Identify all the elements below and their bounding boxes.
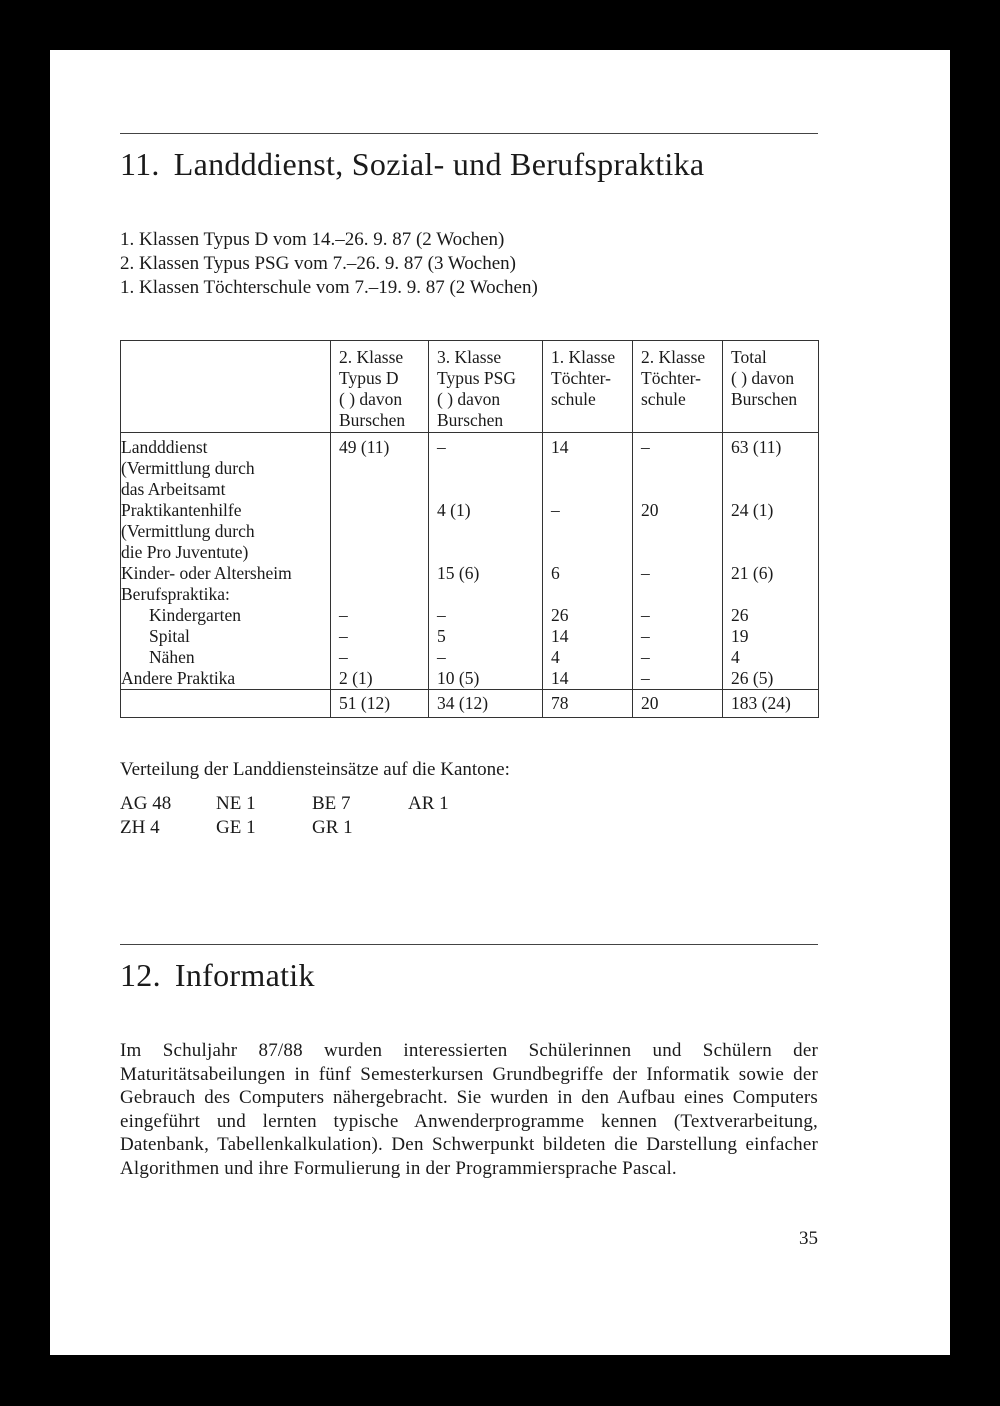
section-number: 12.: [120, 957, 161, 993]
row-label: Nähen: [121, 647, 331, 668]
table-cell: 26 (5): [723, 668, 819, 690]
section-12-heading: [120, 957, 315, 994]
table-cell: 14: [543, 626, 633, 647]
section-title: Informatik: [174, 957, 315, 993]
total-cell: [121, 690, 331, 718]
column-header: 2. Klasse Typus D ( ) davon Burschen: [331, 341, 429, 433]
total-cell: 183 (24): [723, 690, 819, 718]
canton-list: [120, 792, 504, 840]
row-label: Kinder- oder Altersheim: [121, 563, 331, 584]
class-dates-list: [120, 228, 538, 300]
table-row: [121, 647, 819, 668]
informatik-paragraph: Im Schuljahr 87/88 wurden interessierten Schülerinnen und Schülern der Maturitätsabeilungen in fünf Semesterkursen Grundbegriffe der Informatik sowie der Gebrauch des Computers nähergebracht. Sie wurden in den Aufbau eines Computers eingeführt und lernten typische Anwenderprogramme kennen (Textverarbeitung, Datenbank, Tabellenkalkulation). Den Schwerpunkt bildeten die Darstellung einfacher Algorithmen und ihre Formulierung in der Programmiersprache Pascal.: [120, 1040, 818, 1179]
column-header: 3. Klasse Typus PSG ( ) davon Burschen: [429, 341, 543, 433]
section-11-heading: [120, 146, 704, 183]
table-cell: 5: [429, 626, 543, 647]
table-cell: 14: [543, 668, 633, 690]
canton-entry: AR 1: [408, 793, 449, 814]
table-row: [121, 563, 819, 584]
canton-entry: AG 48: [120, 793, 172, 814]
totals-row: [121, 690, 819, 718]
total-cell: 51 (12): [331, 690, 429, 718]
column-header: [121, 341, 331, 433]
table-cell: –: [633, 605, 723, 626]
table-cell: –: [633, 563, 723, 584]
column-header: Total ( ) davon Burschen: [723, 341, 819, 433]
distribution-caption: Verteilung der Landdiensteinsätze auf die Kantone:: [120, 759, 510, 780]
table-row: [121, 433, 819, 501]
table-cell: –: [429, 647, 543, 668]
table-cell: [543, 584, 633, 605]
row-label: Andere Praktika: [121, 668, 331, 690]
table-cell: 20: [633, 500, 723, 563]
row-label: Spital: [121, 626, 331, 647]
table-cell: –: [331, 626, 429, 647]
placements-table: [120, 340, 819, 718]
row-label: Praktikantenhilfe (Vermittlung durch die Pro Juventute): [121, 500, 331, 563]
table-row: [121, 605, 819, 626]
section-rule: [120, 133, 818, 134]
canton-entry: BE 7: [312, 793, 351, 814]
table-cell: 4: [543, 647, 633, 668]
table-cell: –: [429, 605, 543, 626]
column-header: 2. Klasse Töchter- schule: [633, 341, 723, 433]
table-cell: –: [331, 647, 429, 668]
column-header: 1. Klasse Töchter- schule: [543, 341, 633, 433]
canton-entry: ZH 4: [120, 817, 160, 838]
table-cell: [429, 584, 543, 605]
total-cell: 20: [633, 690, 723, 718]
table-cell: 21 (6): [723, 563, 819, 584]
table-cell: –: [633, 668, 723, 690]
table-row: [121, 626, 819, 647]
table-cell: 4: [723, 647, 819, 668]
section-number: 11.: [120, 146, 160, 182]
table-cell: –: [633, 626, 723, 647]
list-item: 1. Klassen Typus D vom 14.–26. 9. 87 (2 Wochen): [120, 229, 505, 250]
canton-row: [120, 816, 504, 840]
table-cell: [331, 500, 429, 563]
table-cell: 26: [543, 605, 633, 626]
table-cell: [633, 584, 723, 605]
table-cell: –: [429, 433, 543, 501]
table-cell: 10 (5): [429, 668, 543, 690]
table-cell: 24 (1): [723, 500, 819, 563]
table-cell: [331, 563, 429, 584]
canton-entry: NE 1: [216, 793, 256, 814]
table-cell: –: [543, 500, 633, 563]
section-title: Landddienst, Sozial- und Berufspraktika: [173, 146, 705, 182]
table-cell: 63 (11): [723, 433, 819, 501]
table-row: [121, 584, 819, 605]
table-cell: 15 (6): [429, 563, 543, 584]
table-cell: 2 (1): [331, 668, 429, 690]
list-item: 1. Klassen Töchterschule vom 7.–19. 9. 87 (2 Wochen): [120, 277, 538, 298]
row-label: Landddienst (Vermittlung durch das Arbeitsamt: [121, 433, 331, 501]
list-item: 2. Klassen Typus PSG vom 7.–26. 9. 87 (3 Wochen): [120, 253, 516, 274]
page-number: 35: [799, 1228, 818, 1249]
table-cell: 49 (11): [331, 433, 429, 501]
document-page: [50, 50, 950, 1355]
table-row: [121, 668, 819, 690]
section-rule: [120, 944, 818, 945]
canton-row: [120, 792, 504, 816]
table-cell: –: [331, 605, 429, 626]
canton-entry: GE 1: [216, 817, 256, 838]
table-cell: [723, 584, 819, 605]
table-cell: 19: [723, 626, 819, 647]
row-label: Berufspraktika:: [121, 584, 331, 605]
total-cell: 78: [543, 690, 633, 718]
table-row: [121, 500, 819, 563]
table-cell: [331, 584, 429, 605]
table-cell: 4 (1): [429, 500, 543, 563]
table-cell: 14: [543, 433, 633, 501]
table-cell: 26: [723, 605, 819, 626]
canton-entry: GR 1: [312, 817, 353, 838]
table-cell: 6: [543, 563, 633, 584]
table-cell: –: [633, 433, 723, 501]
row-label: Kindergarten: [121, 605, 331, 626]
total-cell: 34 (12): [429, 690, 543, 718]
table-cell: –: [633, 647, 723, 668]
